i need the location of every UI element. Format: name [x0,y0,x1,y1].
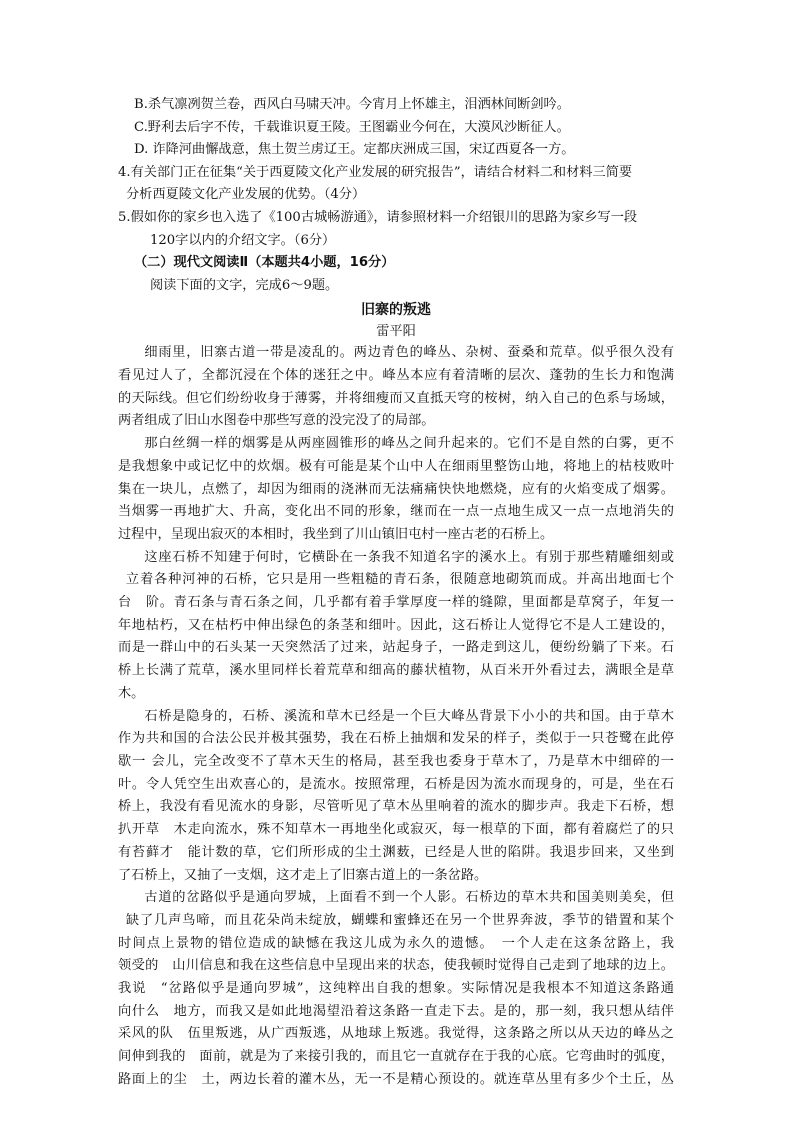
text-line: 立着各种河神的石桥，它只是用一些粗糙的青石条，很随意地砌筑而成。并高出地面七个 [125,572,674,588]
section-heading: （二）现代文阅读Ⅱ（本题共4小题，16分） [134,255,395,271]
text-line: 歇一 会儿，完全改变不了草木天生的格局，甚至我也委身于草木了，乃是草木中细碎的一 [118,754,674,769]
question-4-line-2: 分析西夏陵文化产业发展的优势。（4分） [126,187,366,203]
option-b: B.杀气凛冽贺兰卷，西风白马啸天冲。今宵月上怀雄主，泪洒林间断剑吟。 [134,97,570,112]
option-d: D. 诈降河曲懈战意，焦土贺兰虏辽王。定都庆洲成三国，宋辽西夏各一方。 [134,142,575,158]
text-line: 木。 [118,685,145,701]
text-line: 细雨里，旧寨古道一带是凌乱的。两边青色的峰丛、杂树、蚕桑和荒草。似乎很久没有 [144,345,674,361]
text-line: 石桥是隐身的，石桥、溪流和草木已经是一个巨大峰丛背景下小小的共和国。由于草木 [144,708,674,724]
text-line: 向什么 地方，而我又是如此地渴望沿着这条路一直走下去。是的，那一刻，我只想从结伴 [118,1003,674,1019]
text-line: 台 阶。青石条与青石条之间，几乎都有着手掌厚度一样的缝隙，里面都是草窝子，年复一 [118,595,674,611]
text-line: 这座石桥不知建于何时，它横卧在一条我不知道名字的溪水上。有别于那些精雕细刻或 [144,549,674,565]
paragraph-1 [118,342,674,433]
text-line: 集在一块儿，点燃了，却因为细雨的浇淋而无法痛痛快快地燃烧，应有的火焰变成了烟雾。 [118,481,674,497]
text-line: 我说 “岔路似乎是通向罗城”，这纯粹出自我的想象。实际情况是我根本不知道这条路通 [118,981,674,997]
text-line: 当烟雾一再地扩大、升高，变化出不同的形象，继而在一点一点地生成又一点一点地消失的 [118,504,674,520]
text-line: 两者组成了旧山水图卷中那些写意的没完没了的局部。 [118,413,435,429]
question-5-line-1: 5.假如你的家乡也入选了《100古城畅游通》，请参照材料一介绍银川的思路为家乡写一段 [118,209,638,225]
text-line: 桥上长满了荒草，溪水里同样长着荒草和细高的藤状植物，从百米开外看过去，满眼全是草 [118,663,674,679]
article-author: 雷平阳 [376,324,416,340]
paragraph-3 [118,547,674,706]
section-instruction: 阅读下面的文字，完成6～9题。 [150,277,339,293]
text-line: 而是一群山中的石头某一天突然活了过来，站起身子，一路走到这儿，便纷纷躺了下来。石 [118,640,674,656]
question-5-line-2: 120字以内的介绍文字。（6分） [150,232,336,248]
text-line: 扒开草 木走向流水，殊不知草木一再地坐化或寂灭，每一根草的下面，都有着腐烂了的只 [118,822,674,838]
text-line: 路面上的尘 土，两边长着的灌木丛，无一不是精心预设的。就连草丛里有多少个土丘，丛 [118,1071,674,1087]
text-line: 看见过人了，全都沉浸在个体的迷狂之中。峰丛本应有着清晰的层次、蓬勃的生长力和饱满 [118,368,674,384]
page-content [118,94,674,1092]
text-line: 间伸到我的 面前，就是为了来接引我的，而且它一直就存在于我的心底。它弯曲时的弧度， [118,1049,674,1065]
text-line: 的天际线。但它们纷纷收身于薄雾，并将细瘦而又直抵天穹的桉树，纳入自己的色系与场域， [118,390,674,406]
paragraph-2 [118,433,674,547]
text-line: 叶。令人凭空生出欢喜心的，是流水。按照常理，石桥是因为流水而现身的，可是，坐在石 [118,776,674,792]
text-line: 有苔藓才 能计数的草，它们所形成的尘土渊薮，已经是人世的陷阱。我退步回来，又坐到 [118,844,674,860]
text-line: 桥上，我没有看见流水的身影，尽管听见了草木丛里响着的流水的脚步声。我走下石桥，想 [118,799,674,815]
text-line: 采风的队 伍里叛逃，从广西叛逃，从地球上叛逃。我觉得，这条路之所以从天边的峰丛之 [118,1026,674,1042]
text-line: 过程中，呈现出寂灭的本相时，我坐到了川山镇旧屯村一座古老的石桥上。 [118,526,554,542]
text-line: 那白丝绸一样的烟雾是从两座圆锥形的峰丛之间升起来的。它们不是自然的白雾，更不 [144,436,674,452]
article-title: 旧寨的叛逃 [361,302,431,319]
text-line: 古道的岔路似乎是通向罗城，上面看不到一个人影。石桥边的草木共和国美则美矣，但 [144,890,674,906]
text-line: 时间点上景物的错位造成的缺憾在我这儿成为永久的遗憾。 一个人走在这条岔路上，我 [118,935,674,951]
text-line: 领受的 山川信息和我在这些信息中呈现出来的状态，使我顿时觉得自己走到了地球的边上。 [118,958,674,974]
question-4-line-1: 4.有关部门正在征集“关于西夏陵文化产业发展的研究报告”，请结合材料二和材料三简要 [118,164,632,180]
article-body [118,342,674,1091]
text-line: 作为共和国的合法公民并极其强势，我在石桥上抽烟和发呆的样子，类似于一只苍鹭在此停 [118,731,674,747]
option-c: C.野利去后字不传，千载谁识夏王陵。王图霸业今何在，大漠风沙断征人。 [134,119,570,135]
text-line: 是我想象中或记忆中的炊烟。极有可能是某个山中人在细雨里整饬山地，将地上的枯枝败叶 [118,458,674,474]
text-line: 缺了几声鸟啼，而且花朵尚未绽放，蝴蝶和蜜蜂还在另一个世界奔波，季节的错置和某个 [125,912,674,928]
paragraph-4 [118,706,674,888]
text-line: 年地枯朽，又在枯朽中伸出绿色的条茎和细叶。因此，这石桥让人觉得它不是人工建设的， [118,617,674,633]
paragraph-5 [118,887,674,1091]
text-line: 了石桥上，又抽了一支烟，这才走上了旧寨古道上的一条岔路。 [118,867,488,883]
